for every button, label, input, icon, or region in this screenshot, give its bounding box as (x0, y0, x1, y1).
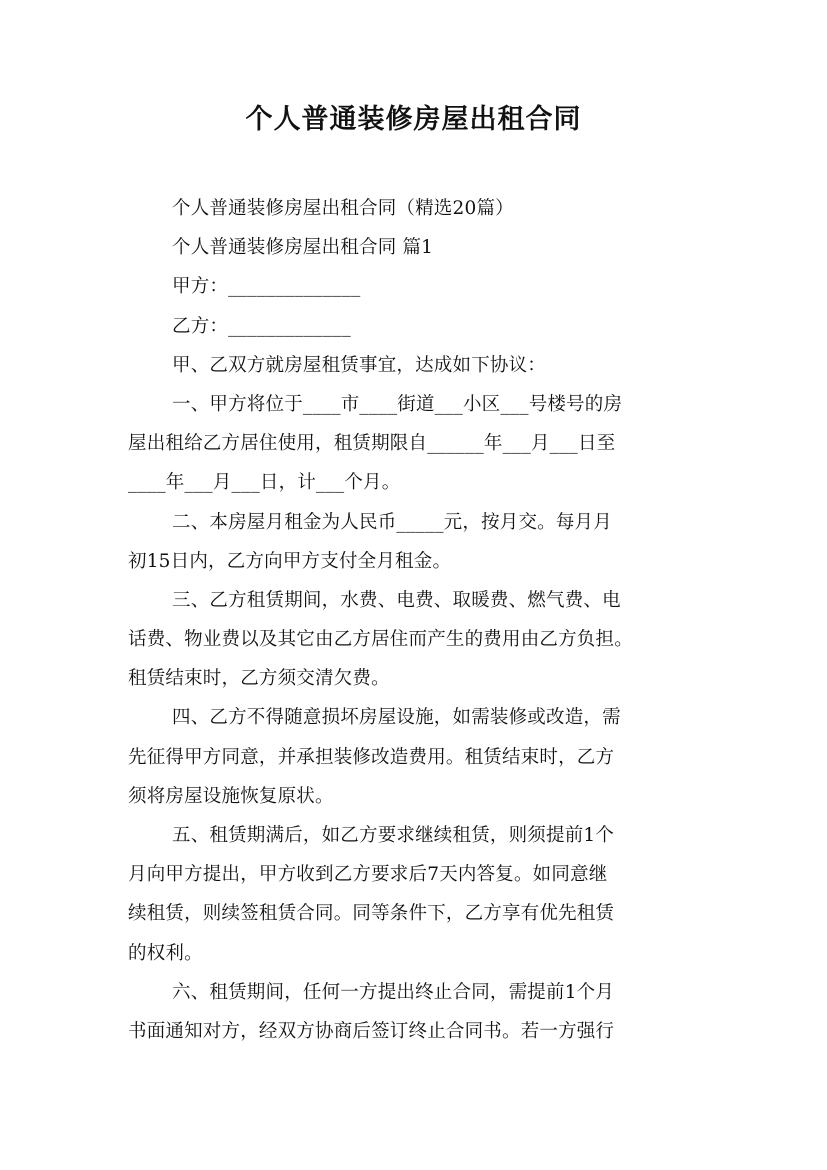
body-line: 须将房屋设施恢复原状。 (128, 785, 334, 807)
document-body (128, 189, 703, 1051)
body-line: 三、乙方租赁期间，水费、电费、取暖费、燃气费、电 (172, 589, 621, 611)
body-line: 个人普通装修房屋出租合同（精选20篇） (172, 198, 514, 219)
body-line: 的权利。 (128, 942, 203, 964)
body-line: 乙方：_____________ (172, 315, 351, 337)
body-line: 书面通知对方，经双方协商后签订终止合同书。若一方强行 (128, 1020, 615, 1042)
body-line: 初15日内，乙方向甲方支付全月租金。 (128, 550, 452, 572)
body-line: 续租赁，则续签租赁合同。同等条件下，乙方享有优先租赁 (128, 903, 615, 925)
body-line: 五、租赁期满后，如乙方要求继续租赁，则须提前1个 (172, 825, 615, 846)
body-line: 月向甲方提出，甲方收到乙方要求后7天内答复。如同意继 (128, 864, 608, 886)
body-line: ____年___月___日，计___个月。 (128, 472, 401, 494)
body-line: 话费、物业费以及其它由乙方居住而产生的费用由乙方负担。 (128, 629, 633, 651)
body-line: 屋出租给乙方居住使用，租赁期限自______年___月___日至 (128, 433, 616, 455)
body-line: 先征得甲方同意，并承担装修改造费用。租赁结束时，乙方 (128, 746, 615, 768)
body-line: 租赁结束时，乙方须交清欠费。 (128, 668, 390, 690)
body-line: 甲、乙双方就房屋租赁事宜，达成如下协议： (172, 354, 547, 376)
body-line: 个人普通装修房屋出租合同 篇1 (172, 237, 434, 259)
body-line: 一、甲方将位于____市____街道___小区___号楼号的房 (172, 393, 623, 415)
body-line: 二、本房屋月租金为人民币_____元，按月交。每月月 (172, 511, 612, 533)
body-line: 六、租赁期间，任何一方提出终止合同，需提前1个月 (172, 981, 615, 1003)
document-title: 个人普通装修房屋出租合同 (245, 104, 582, 135)
body-line: 四、乙方不得随意损坏房屋设施，如需装修或改造，需 (172, 707, 621, 729)
body-line: 甲方：______________ (172, 276, 361, 298)
